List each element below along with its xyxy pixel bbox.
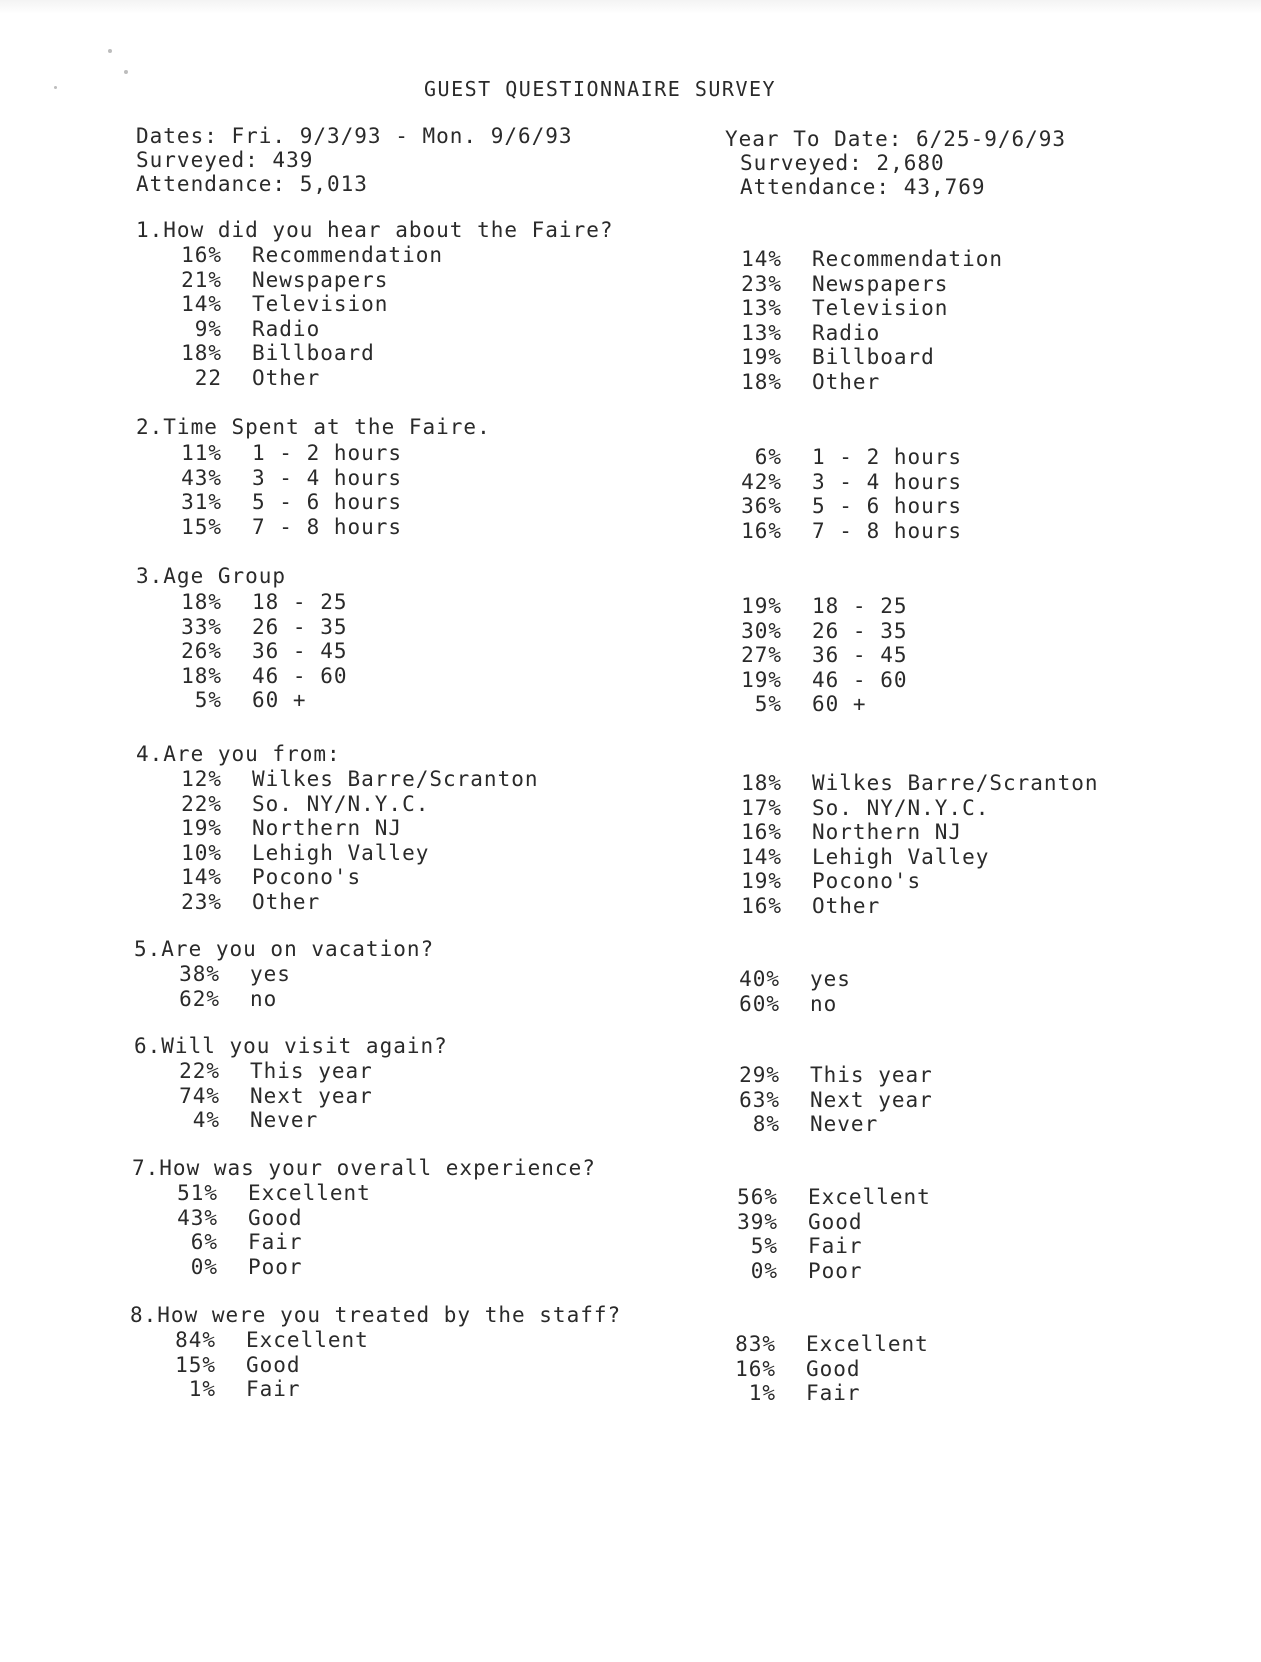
result-label: Fair [246,1377,301,1401]
result-row [702,796,1162,821]
result-percent: 40% [739,967,780,991]
result-row [696,1357,1156,1382]
question-title: 3.Age Group [136,564,287,588]
result-percent: 43% [181,465,222,490]
result-percent: 39% [737,1209,778,1234]
result-label: yes [250,962,291,986]
result-row [700,1063,1160,1088]
result-percent: 36% [741,494,782,518]
result-row [702,321,1162,346]
period-results [136,1328,596,1402]
result-row [138,1255,598,1280]
result-percent: 19% [741,594,782,618]
result-percent: 6% [754,445,782,469]
result-row [702,594,1162,619]
result-row [700,992,1160,1017]
result-percent: 19% [181,816,222,840]
result-label: 18 - 25 [252,590,348,614]
year-to-date-results [696,1332,1156,1406]
result-percent: 21% [181,267,222,292]
result-row [142,688,602,713]
result-label: Never [810,1112,879,1136]
result-row [142,490,602,515]
result-label: 1 - 2 hours [812,445,963,469]
result-row [142,366,602,391]
result-percent: 19% [741,667,782,692]
result-label: 60 + [812,692,867,716]
result-label: Pocono's [252,865,362,889]
period-results [142,767,602,914]
period-attendance: Attendance: 5,013 [136,172,368,196]
result-percent: 19% [741,345,782,369]
result-row [138,1181,598,1206]
result-label: Excellent [248,1181,371,1205]
period-results [140,1059,600,1133]
result-row [698,1210,1158,1235]
result-row [700,1112,1160,1137]
result-percent: 60% [739,991,780,1016]
result-label: Next year [250,1083,373,1108]
result-row [142,268,602,293]
result-row [136,1353,596,1378]
result-row [702,370,1162,395]
result-label: This year [250,1059,373,1083]
result-row [142,865,602,890]
period-results [142,441,602,539]
result-row [138,1230,598,1255]
result-row [702,643,1162,668]
scan-speck [108,49,112,53]
result-percent: 6% [190,1230,218,1254]
result-row [702,445,1162,470]
result-row [702,845,1162,870]
result-percent: 33% [181,614,222,639]
result-percent: 16% [741,893,782,918]
result-row [142,292,602,317]
year-to-date-results [702,247,1162,394]
result-percent: 16% [181,243,222,267]
result-row [138,1206,598,1231]
page-title: GUEST QUESTIONNAIRE SURVEY [424,77,777,101]
result-row [142,639,602,664]
result-label: Lehigh Valley [812,844,990,869]
result-percent: 9% [194,316,222,341]
result-label: 36 - 45 [812,643,908,667]
year-to-date-summary [725,127,1066,199]
result-row [702,619,1162,644]
result-row [142,664,602,689]
result-row [702,820,1162,845]
year-to-date-results [698,1185,1158,1283]
result-label: no [810,991,838,1016]
year-to-date-results [702,445,1162,543]
result-row [702,692,1162,717]
result-percent: 18% [741,771,782,795]
result-row [142,890,602,915]
ytd-dates: Year To Date: 6/25-9/6/93 [725,127,1067,151]
result-percent: 83% [735,1332,776,1356]
result-label: 1 - 2 hours [252,441,403,465]
result-label: Newspapers [252,267,389,292]
result-percent: 0% [190,1254,218,1279]
result-row [142,515,602,540]
result-row [142,441,602,466]
result-label: Recommendation [812,247,1004,271]
period-results [140,962,600,1011]
result-label: Lehigh Valley [252,840,430,865]
result-row [700,967,1160,992]
result-row [698,1234,1158,1259]
result-percent: 18% [181,663,222,688]
result-row [702,247,1162,272]
result-percent: 4% [192,1108,220,1132]
result-percent: 1% [188,1377,216,1401]
result-percent: 22 [194,365,222,390]
result-row [696,1381,1156,1406]
period-results [142,243,602,390]
result-row [142,767,602,792]
result-percent: 74% [179,1083,220,1108]
result-row [142,466,602,491]
result-percent: 29% [739,1063,780,1087]
result-row [142,841,602,866]
result-label: Excellent [246,1328,369,1352]
result-row [702,668,1162,693]
result-label: Other [252,365,321,390]
scan-speck [54,86,57,89]
result-label: yes [810,967,851,991]
result-percent: 26% [181,639,222,663]
result-label: Radio [812,320,881,345]
result-label: Billboard [252,341,375,365]
result-row [702,894,1162,919]
result-row [136,1377,596,1402]
result-label: This year [810,1063,933,1087]
question-title: 8.How were you treated by the staff? [130,1303,622,1327]
year-to-date-results [702,594,1162,717]
result-percent: 18% [741,369,782,394]
result-label: Other [812,893,881,918]
result-percent: 43% [177,1205,218,1230]
result-label: Recommendation [252,243,444,267]
result-row [702,470,1162,495]
result-percent: 16% [741,820,782,844]
question-title: 4.Are you from: [136,742,341,766]
result-percent: 14% [741,844,782,869]
result-row [140,987,600,1012]
result-row [702,869,1162,894]
result-percent: 16% [735,1356,776,1381]
result-label: Radio [252,316,321,341]
result-row [140,962,600,987]
result-label: Television [252,292,389,316]
result-label: 46 - 60 [812,667,908,692]
result-row [700,1088,1160,1113]
result-row [142,341,602,366]
scan-edge [0,0,1261,14]
result-percent: 14% [741,247,782,271]
result-label: Excellent [806,1332,929,1356]
result-percent: 18% [181,341,222,365]
result-row [142,317,602,342]
result-label: 26 - 35 [252,614,348,639]
result-label: 3 - 4 hours [812,469,963,494]
result-row [702,272,1162,297]
question-title: 5.Are you on vacation? [134,937,435,961]
result-percent: 18% [181,590,222,614]
result-percent: 23% [741,271,782,296]
year-to-date-results [700,967,1160,1016]
result-label: Never [250,1108,319,1132]
result-label: 60 + [252,688,307,712]
result-label: Fair [808,1234,863,1258]
result-row [702,345,1162,370]
result-percent: 0% [750,1258,778,1283]
result-label: Other [812,369,881,394]
result-percent: 5% [194,688,222,712]
result-label: Good [246,1352,301,1377]
year-to-date-results [700,1063,1160,1137]
result-row [702,494,1162,519]
result-percent: 42% [741,469,782,494]
result-label: Good [806,1356,861,1381]
period-results [142,590,602,713]
question-title: 6.Will you visit again? [134,1034,448,1058]
result-label: Poor [808,1258,863,1283]
result-row [142,243,602,268]
result-percent: 15% [181,514,222,539]
result-row [136,1328,596,1353]
result-percent: 63% [739,1087,780,1112]
question-title: 7.How was your overall experience? [132,1156,596,1180]
result-percent: 38% [179,962,220,986]
result-label: Fair [248,1230,303,1254]
result-label: Newspapers [812,271,949,296]
result-label: 5 - 6 hours [252,490,403,514]
result-percent: 13% [741,320,782,345]
result-label: 36 - 45 [252,639,348,663]
scan-speck [124,70,128,74]
result-label: So. NY/N.Y.C. [252,791,430,816]
result-percent: 1% [748,1381,776,1405]
result-row [698,1185,1158,1210]
result-row [702,519,1162,544]
result-percent: 12% [181,767,222,791]
result-row [702,771,1162,796]
period-surveyed: Surveyed: 439 [136,148,314,172]
result-row [140,1059,600,1084]
question-title: 1.How did you hear about the Faire? [136,218,614,242]
result-percent: 22% [179,1059,220,1083]
result-label: 46 - 60 [252,663,348,688]
result-percent: 62% [179,986,220,1011]
result-percent: 51% [177,1181,218,1205]
result-percent: 56% [737,1185,778,1209]
result-percent: 31% [181,490,222,514]
result-row [142,590,602,615]
result-label: 7 - 8 hours [252,514,403,539]
period-summary [136,124,573,196]
result-percent: 14% [181,292,222,316]
question-title: 2.Time Spent at the Faire. [136,415,491,439]
result-label: Excellent [808,1185,931,1209]
result-label: 7 - 8 hours [812,518,963,543]
result-label: Wilkes Barre/Scranton [252,767,539,791]
result-percent: 17% [741,795,782,820]
result-label: Good [808,1209,863,1234]
result-percent: 5% [754,692,782,716]
result-label: 26 - 35 [812,618,908,643]
result-row [140,1108,600,1133]
ytd-surveyed: Surveyed: 2,680 [740,151,945,175]
ytd-attendance: Attendance: 43,769 [740,175,986,199]
result-percent: 16% [741,518,782,543]
result-row [142,615,602,640]
result-label: 3 - 4 hours [252,465,403,490]
year-to-date-results [702,771,1162,918]
result-percent: 11% [181,441,222,465]
result-percent: 13% [741,296,782,320]
result-row [142,816,602,841]
result-percent: 84% [175,1328,216,1352]
result-row [696,1332,1156,1357]
result-label: Wilkes Barre/Scranton [812,771,1099,795]
result-row [702,296,1162,321]
result-label: Northern NJ [252,816,403,840]
result-label: Northern NJ [812,820,963,844]
result-percent: 30% [741,618,782,643]
result-label: Other [252,889,321,914]
period-dates: Dates: Fri. 9/3/93 - Mon. 9/6/93 [136,124,573,148]
result-label: Pocono's [812,869,922,893]
result-label: Next year [810,1087,933,1112]
result-percent: 19% [741,869,782,893]
result-label: 18 - 25 [812,594,908,618]
result-label: Fair [806,1381,861,1405]
result-row [142,792,602,817]
result-label: Television [812,296,949,320]
result-percent: 5% [750,1234,778,1258]
result-label: Poor [248,1254,303,1279]
result-percent: 23% [181,889,222,914]
result-row [698,1259,1158,1284]
result-percent: 27% [741,643,782,667]
result-percent: 14% [181,865,222,889]
result-row [140,1084,600,1109]
result-percent: 22% [181,791,222,816]
result-label: no [250,986,278,1011]
result-label: Good [248,1205,303,1230]
period-results [138,1181,598,1279]
result-label: 5 - 6 hours [812,494,963,518]
result-label: So. NY/N.Y.C. [812,795,990,820]
result-percent: 10% [181,840,222,865]
result-percent: 8% [752,1112,780,1136]
result-label: Billboard [812,345,935,369]
result-percent: 15% [175,1352,216,1377]
